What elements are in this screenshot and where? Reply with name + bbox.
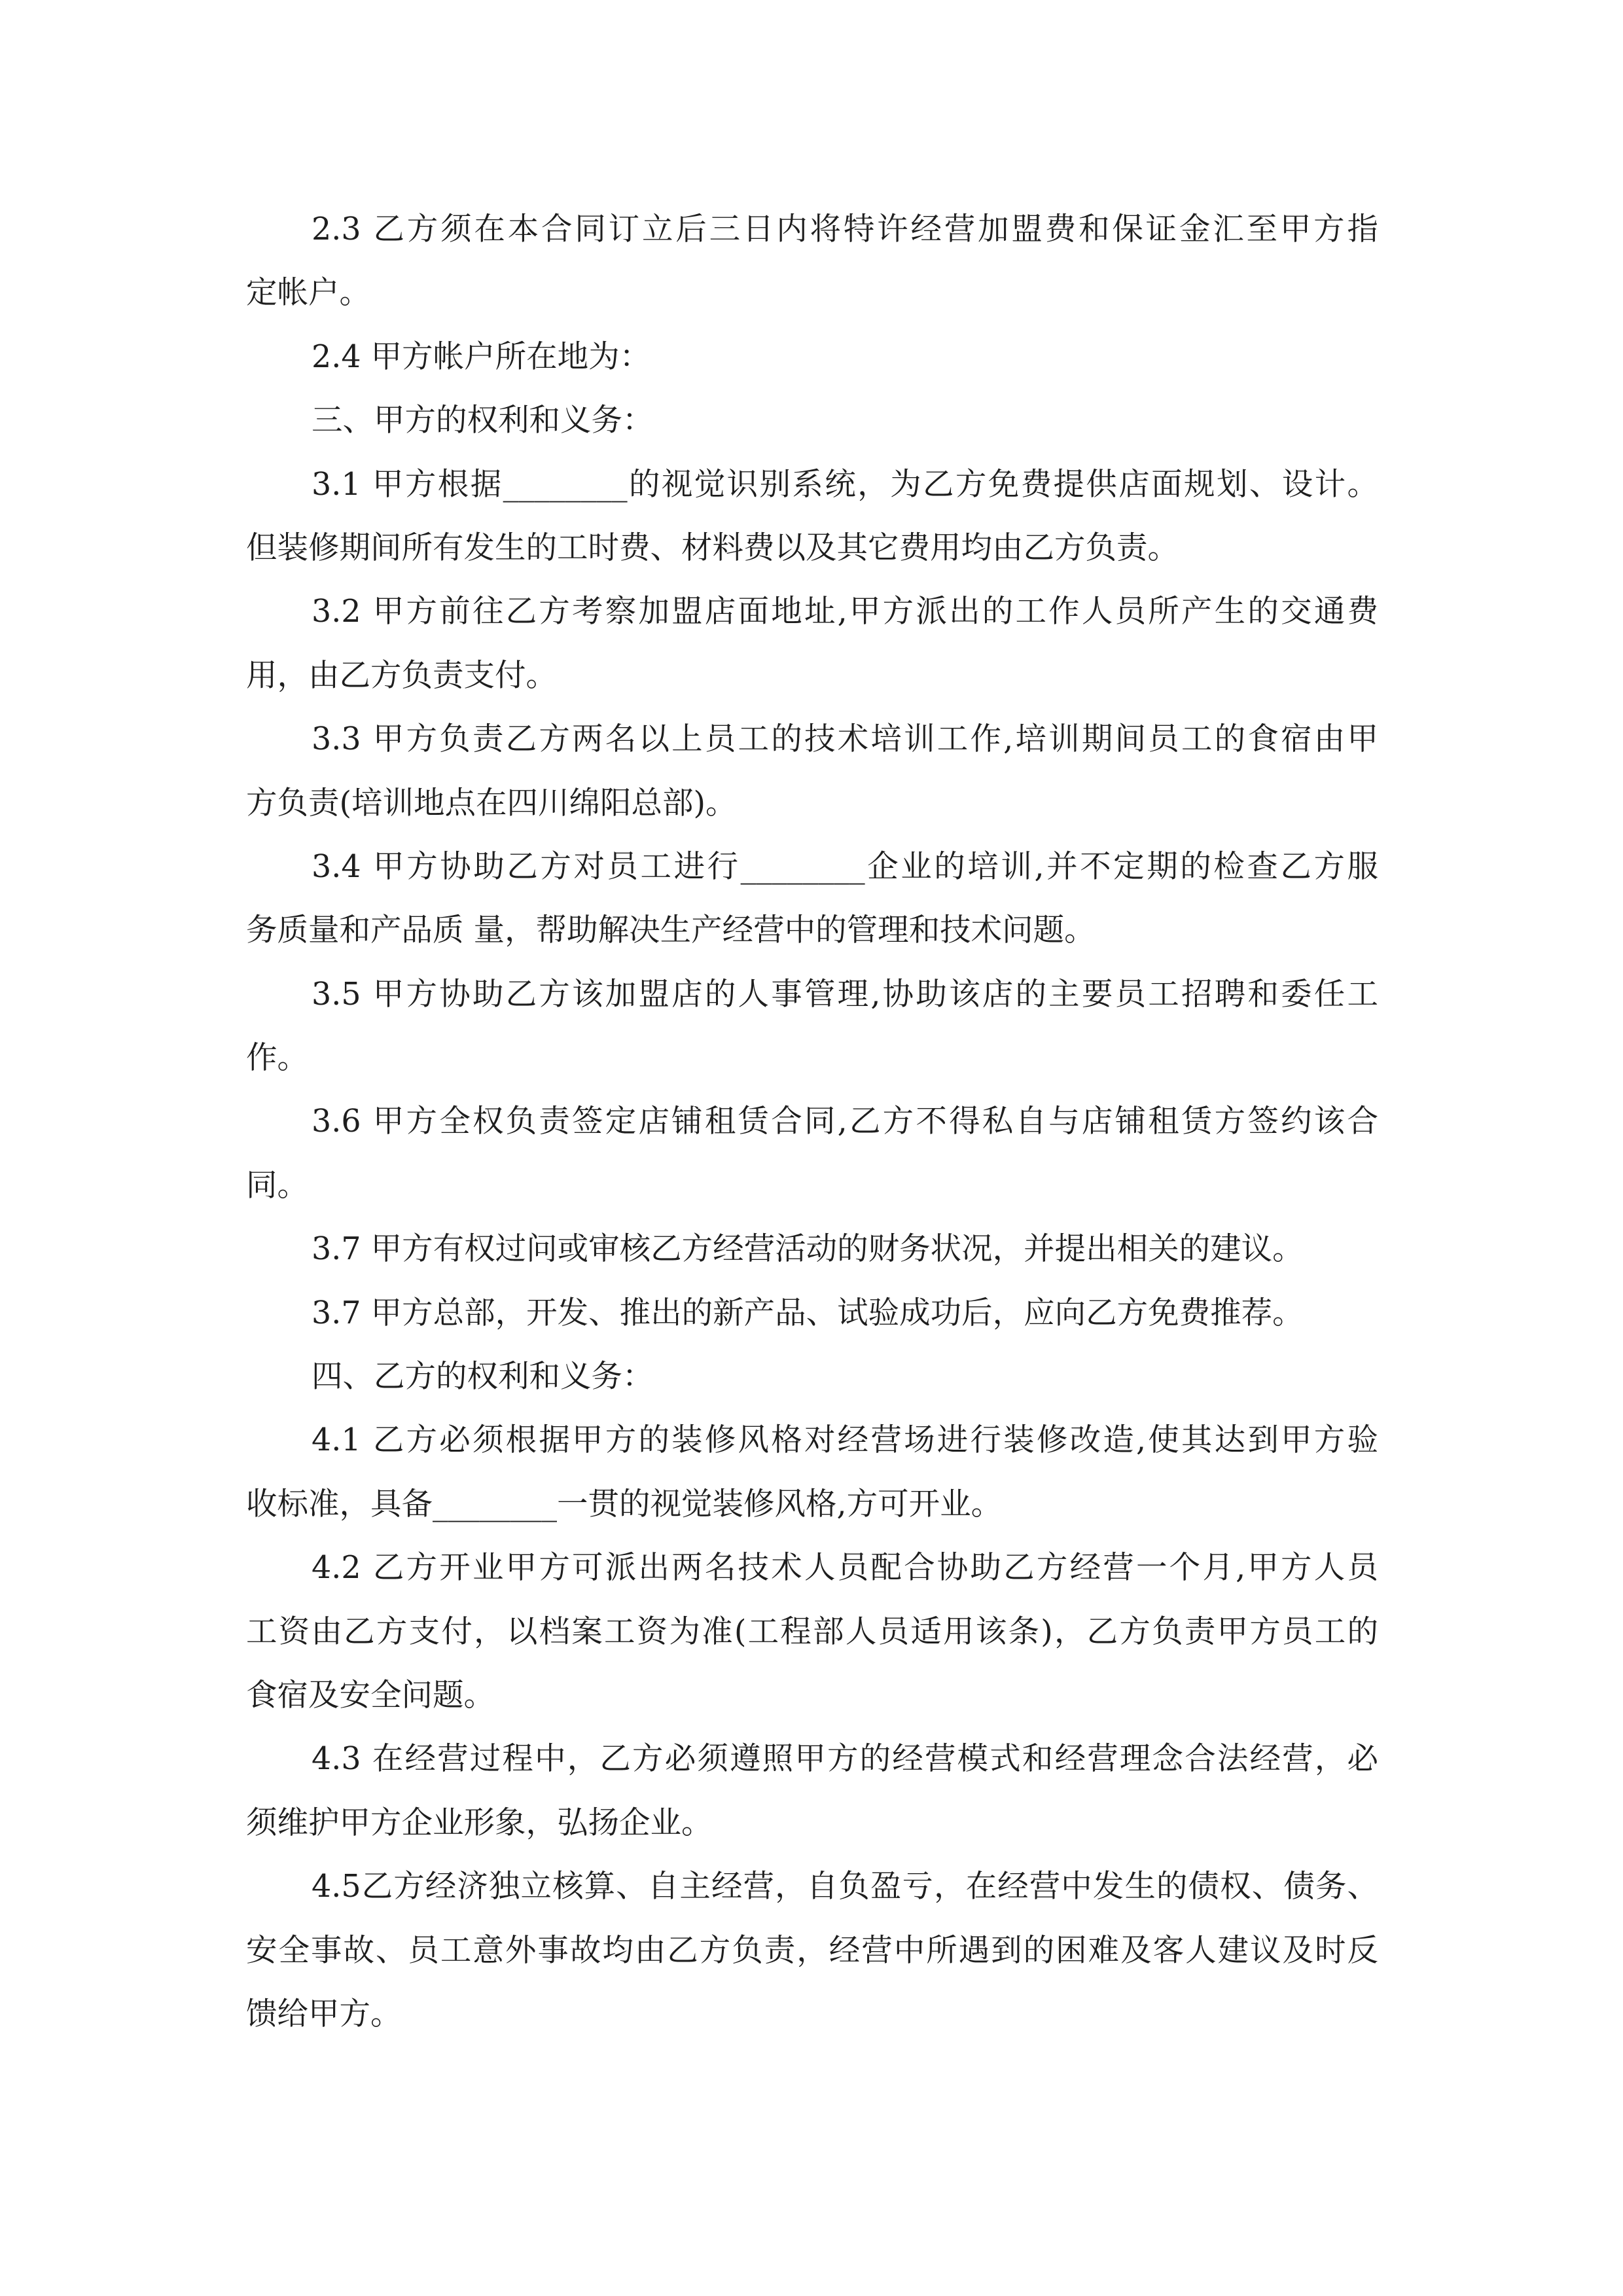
clause-3-7-second — [246, 1282, 1378, 1345]
clause-line: 食宿及安全问题。 — [246, 1677, 495, 1713]
clause-line: 3.3 甲方负责乙方两名以上员工的技术培训工作,培训期间员工的食宿由甲 — [312, 721, 1378, 758]
clause-line: 4.1 乙方必须根据甲方的装修风格对经营场进行装修改造,使其达到甲方验 — [312, 1422, 1378, 1459]
clause-line: 但装修期间所有发生的工时费、材料费以及其它费用均由乙方负责。 — [246, 529, 1179, 566]
clause-3-2 — [246, 580, 1378, 708]
clause-2-4 — [246, 325, 1378, 389]
clause-2-3 — [246, 198, 1378, 325]
clause-line: 定帐户。 — [246, 275, 370, 312]
clause-line: 3.6 甲方全权负责签定店铺租赁合同,乙方不得私自与店铺租赁方签约该合 — [312, 1103, 1378, 1140]
clause-line: 须维护甲方企业形象，弘扬企业。 — [246, 1804, 713, 1841]
clause-3-5 — [246, 963, 1378, 1090]
section-heading-line: 三、甲方的权利和义务： — [312, 403, 654, 439]
clause-line: 4.2 乙方开业甲方可派出两名技术人员配合协助乙方经营一个月,甲方人员 — [312, 1550, 1378, 1587]
contract-body — [246, 198, 1378, 2046]
clause-line: 3.2 甲方前往乙方考察加盟店面地址,甲方派出的工作人员所产生的交通费 — [312, 594, 1378, 630]
clause-3-7 — [246, 1217, 1378, 1281]
clause-4-3 — [246, 1727, 1378, 1855]
clause-3-3 — [246, 708, 1378, 835]
clause-3-4 — [246, 835, 1378, 963]
clause-line: 3.1 甲方根据________的视觉识别系统，为乙方免费提供店面规划、设计。 — [312, 466, 1378, 503]
clause-line: 收标准，具备________一贯的视觉装修风格,方可开业。 — [246, 1486, 1003, 1522]
clause-line: 4.5乙方经济独立核算、自主经营，自负盈亏，在经营中发生的债权、债务、 — [312, 1869, 1378, 1905]
clause-4-1 — [246, 1408, 1378, 1536]
clause-line: 务质量和产品质 量，帮助解决生产经营中的管理和技术问题。 — [246, 912, 1096, 949]
clause-line: 3.7 甲方有权过问或审核乙方经营活动的财务状况，并提出相关的建议。 — [312, 1231, 1304, 1268]
clause-line: 工资由乙方支付，以档案工资为准(工程部人员适用该条)，乙方负责甲方员工的 — [246, 1613, 1378, 1650]
clause-line: 2.4 甲方帐户所在地为： — [312, 338, 651, 375]
clause-line: 用，由乙方负责支付。 — [246, 657, 557, 694]
clause-line: 3.4 甲方协助乙方对员工进行________企业的培训,并不定期的检查乙方服 — [312, 848, 1378, 885]
section-heading-3 — [246, 389, 1378, 452]
clause-line: 4.3 在经营过程中，乙方必须遵照甲方的经营模式和经营理念合法经营，必 — [312, 1741, 1378, 1778]
clause-line: 2.3 乙方须在本合同订立后三日内将特许经营加盟费和保证金汇至甲方指 — [312, 211, 1378, 247]
section-heading-4 — [246, 1345, 1378, 1408]
clause-3-1 — [246, 453, 1378, 581]
clause-line: 方负责(培训地点在四川绵阳总部)。 — [246, 785, 737, 821]
clause-line: 馈给甲方。 — [246, 1996, 402, 2032]
clause-3-6 — [246, 1090, 1378, 1217]
clause-line: 3.7 甲方总部，开发、推出的新产品、试验成功后，应向乙方免费推荐。 — [312, 1295, 1304, 1331]
clause-line: 安全事故、员工意外事故均由乙方负责，经营中所遇到的困难及客人建议及时反 — [246, 1932, 1378, 1969]
clause-line: 3.5 甲方协助乙方该加盟店的人事管理,协助该店的主要员工招聘和委任工 — [312, 976, 1378, 1013]
clause-4-5 — [246, 1855, 1378, 2046]
clause-line: 同。 — [246, 1167, 308, 1204]
section-heading-line: 四、乙方的权利和义务： — [312, 1359, 654, 1395]
clause-line: 作。 — [246, 1040, 308, 1077]
clause-4-2 — [246, 1536, 1378, 1727]
